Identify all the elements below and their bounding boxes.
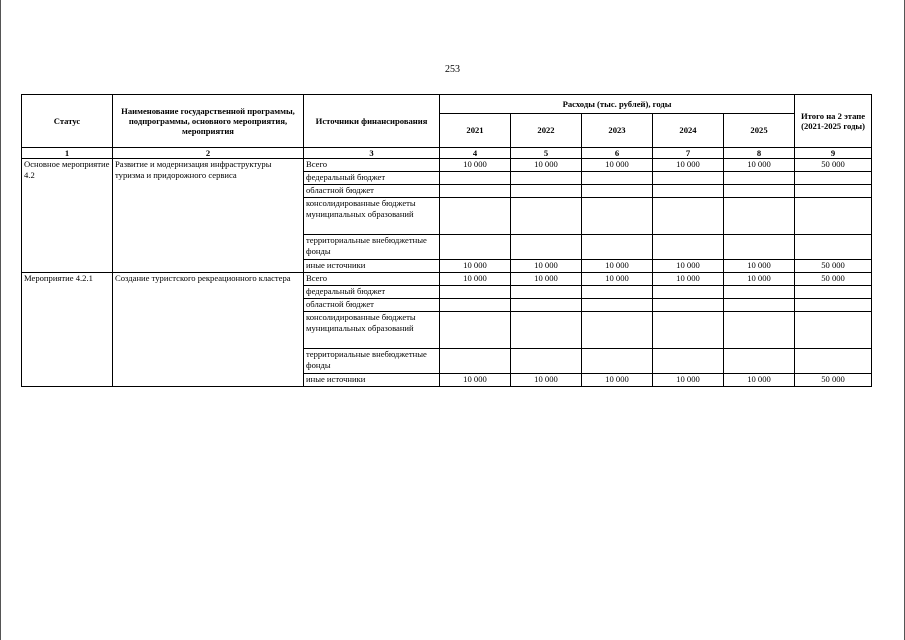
value-cell bbox=[724, 235, 795, 260]
total-cell bbox=[795, 349, 872, 374]
value-cell bbox=[440, 349, 511, 374]
total-cell bbox=[795, 172, 872, 185]
total-cell: 50 000 bbox=[795, 273, 872, 286]
header-year: 2024 bbox=[653, 114, 724, 148]
total-cell bbox=[795, 235, 872, 260]
column-number: 8 bbox=[724, 148, 795, 159]
status-cell: Мероприятие 4.2.1 bbox=[22, 273, 113, 387]
value-cell: 10 000 bbox=[582, 260, 653, 273]
total-cell bbox=[795, 286, 872, 299]
source-cell: областной бюджет bbox=[304, 185, 440, 198]
value-cell: 10 000 bbox=[724, 159, 795, 172]
value-cell: 10 000 bbox=[582, 273, 653, 286]
header-year: 2023 bbox=[582, 114, 653, 148]
value-cell bbox=[653, 198, 724, 235]
value-cell bbox=[724, 312, 795, 349]
header-sources: Источники финансирования bbox=[304, 95, 440, 148]
program-name-cell: Создание туристского рекреационного кластера bbox=[113, 273, 304, 387]
source-cell: иные источники bbox=[304, 260, 440, 273]
header-year: 2025 bbox=[724, 114, 795, 148]
header-year: 2022 bbox=[511, 114, 582, 148]
value-cell bbox=[440, 198, 511, 235]
value-cell bbox=[724, 299, 795, 312]
value-cell bbox=[582, 198, 653, 235]
value-cell: 10 000 bbox=[582, 374, 653, 387]
value-cell: 10 000 bbox=[653, 374, 724, 387]
value-cell: 10 000 bbox=[440, 374, 511, 387]
value-cell bbox=[440, 235, 511, 260]
column-number: 9 bbox=[795, 148, 872, 159]
value-cell: 10 000 bbox=[653, 273, 724, 286]
value-cell bbox=[582, 235, 653, 260]
status-cell: Основное мероприятие 4.2 bbox=[22, 159, 113, 273]
total-cell: 50 000 bbox=[795, 374, 872, 387]
source-cell: иные источники bbox=[304, 374, 440, 387]
value-cell: 10 000 bbox=[653, 159, 724, 172]
value-cell bbox=[724, 349, 795, 374]
value-cell bbox=[511, 349, 582, 374]
value-cell: 10 000 bbox=[511, 273, 582, 286]
value-cell bbox=[511, 312, 582, 349]
value-cell bbox=[582, 172, 653, 185]
total-cell bbox=[795, 299, 872, 312]
value-cell bbox=[511, 172, 582, 185]
total-cell bbox=[795, 198, 872, 235]
column-number: 3 bbox=[304, 148, 440, 159]
value-cell bbox=[511, 235, 582, 260]
value-cell: 10 000 bbox=[724, 374, 795, 387]
value-cell: 10 000 bbox=[511, 159, 582, 172]
source-cell: Всего bbox=[304, 159, 440, 172]
value-cell bbox=[440, 185, 511, 198]
value-cell bbox=[582, 286, 653, 299]
value-cell: 10 000 bbox=[724, 260, 795, 273]
value-cell bbox=[440, 172, 511, 185]
program-name-cell: Развитие и модернизация инфраструктуры туризма и придорожного сервиса bbox=[113, 159, 304, 273]
column-number: 7 bbox=[653, 148, 724, 159]
source-cell: Всего bbox=[304, 273, 440, 286]
source-cell: консолидированные бюджеты муниципальных образований bbox=[304, 198, 440, 235]
value-cell bbox=[582, 299, 653, 312]
column-number: 1 bbox=[22, 148, 113, 159]
column-number: 4 bbox=[440, 148, 511, 159]
total-cell bbox=[795, 185, 872, 198]
source-cell: территориальные внебюджетные фонды bbox=[304, 349, 440, 374]
source-cell: федеральный бюджет bbox=[304, 286, 440, 299]
value-cell bbox=[511, 286, 582, 299]
source-cell: федеральный бюджет bbox=[304, 172, 440, 185]
table-row bbox=[22, 273, 872, 286]
value-cell bbox=[653, 299, 724, 312]
value-cell bbox=[653, 312, 724, 349]
value-cell bbox=[582, 349, 653, 374]
value-cell: 10 000 bbox=[511, 260, 582, 273]
value-cell bbox=[511, 299, 582, 312]
value-cell: 10 000 bbox=[511, 374, 582, 387]
value-cell bbox=[724, 172, 795, 185]
value-cell bbox=[724, 185, 795, 198]
value-cell bbox=[582, 185, 653, 198]
column-number: 5 bbox=[511, 148, 582, 159]
value-cell bbox=[724, 198, 795, 235]
column-number: 6 bbox=[582, 148, 653, 159]
value-cell bbox=[511, 198, 582, 235]
total-cell bbox=[795, 312, 872, 349]
value-cell: 10 000 bbox=[440, 260, 511, 273]
header-year: 2021 bbox=[440, 114, 511, 148]
value-cell bbox=[653, 286, 724, 299]
value-cell bbox=[653, 172, 724, 185]
table-row bbox=[22, 159, 872, 172]
value-cell: 10 000 bbox=[440, 159, 511, 172]
value-cell: 10 000 bbox=[582, 159, 653, 172]
value-cell bbox=[440, 286, 511, 299]
value-cell bbox=[653, 235, 724, 260]
source-cell: консолидированные бюджеты муниципальных образований bbox=[304, 312, 440, 349]
value-cell: 10 000 bbox=[440, 273, 511, 286]
page-number: 253 bbox=[445, 64, 460, 75]
financing-table bbox=[21, 94, 872, 387]
value-cell bbox=[440, 312, 511, 349]
source-cell: областной бюджет bbox=[304, 299, 440, 312]
header-total: Итого на 2 этапе (2021-2025 годы) bbox=[795, 95, 872, 148]
total-cell: 50 000 bbox=[795, 159, 872, 172]
value-cell bbox=[653, 185, 724, 198]
value-cell: 10 000 bbox=[653, 260, 724, 273]
column-number: 2 bbox=[113, 148, 304, 159]
value-cell bbox=[511, 185, 582, 198]
header-program-name: Наименование государственной программы, подпрограммы, основного мероприятия, мероприятия bbox=[113, 95, 304, 148]
value-cell bbox=[582, 312, 653, 349]
value-cell bbox=[724, 286, 795, 299]
value-cell: 10 000 bbox=[724, 273, 795, 286]
value-cell bbox=[653, 349, 724, 374]
source-cell: территориальные внебюджетные фонды bbox=[304, 235, 440, 260]
header-status: Статус bbox=[22, 95, 113, 148]
total-cell: 50 000 bbox=[795, 260, 872, 273]
header-expenses: Расходы (тыс. рублей), годы bbox=[440, 95, 795, 114]
value-cell bbox=[440, 299, 511, 312]
